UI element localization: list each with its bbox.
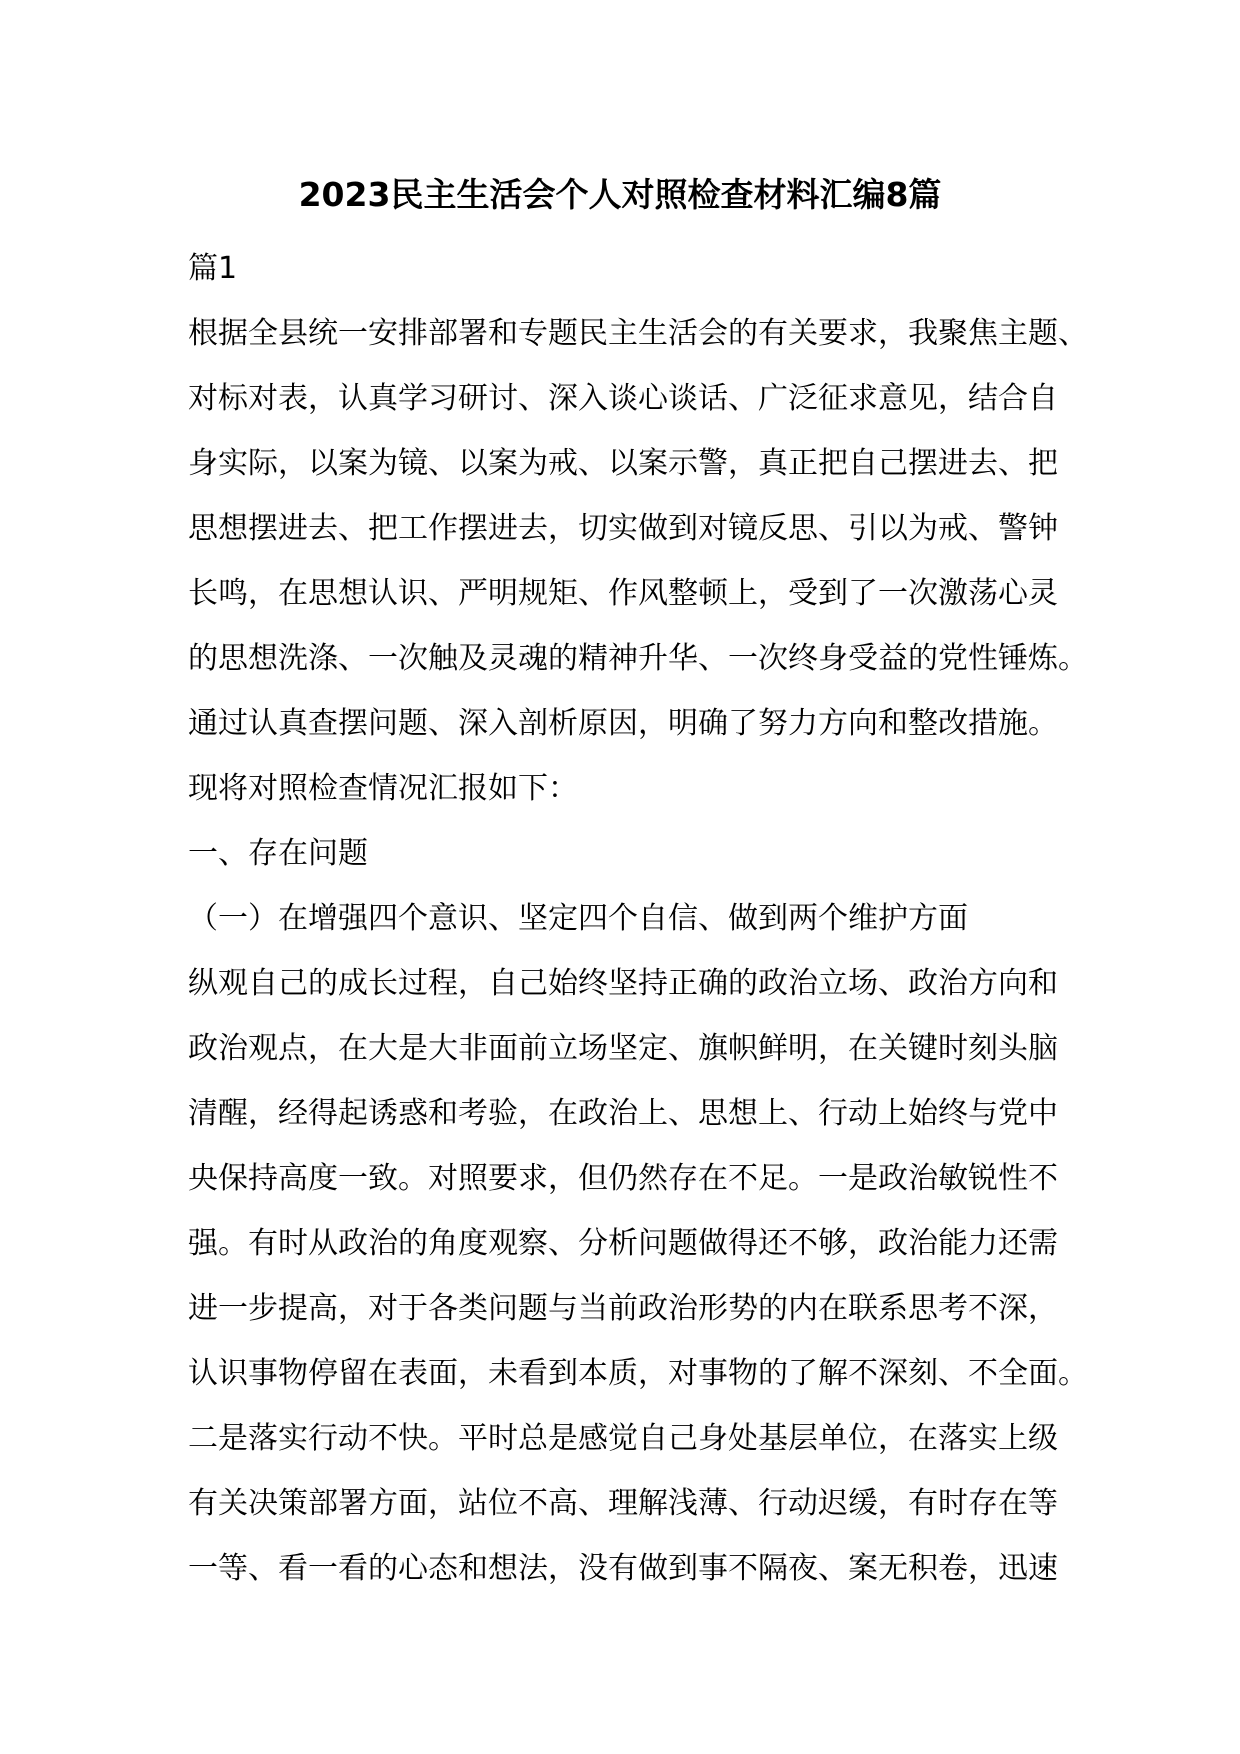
paragraph-line: 一等、看一看的心态和想法，没有做到事不隔夜、案无积卷，迅速	[188, 1551, 1058, 1586]
paragraph-line: 通过认真查摆问题、深入剖析原因，明确了努力方向和整改措施。	[188, 706, 1058, 741]
paragraph-line: 对标对表，认真学习研讨、深入谈心谈话、广泛征求意见，结合自	[188, 381, 1058, 416]
paragraph-line: 清醒，经得起诱惑和考验，在政治上、思想上、行动上始终与党中	[188, 1096, 1058, 1131]
paragraph-line: 二是落实行动不快。平时总是感觉自己身处基层单位，在落实上级	[188, 1421, 1058, 1456]
paragraph-line: 进一步提高，对于各类问题与当前政治形势的内在联系思考不深，	[188, 1291, 1058, 1326]
paragraph-line: 的思想洗涤、一次触及灵魂的精神升华、一次终身受益的党性锤炼。	[188, 641, 1088, 676]
document-body	[188, 236, 1088, 1601]
paragraph-line: 有关决策部署方面，站位不高、理解浅薄、行动迟缓，有时存在等	[188, 1486, 1058, 1521]
paragraph-line: 纵观自己的成长过程，自己始终坚持正确的政治立场、政治方向和	[188, 966, 1058, 1001]
paragraph-line: 长鸣，在思想认识、严明规矩、作风整顿上，受到了一次激荡心灵	[188, 576, 1058, 611]
paragraph-line: 政治观点，在大是大非面前立场坚定、旗帜鲜明，在关键时刻头脑	[188, 1031, 1058, 1066]
section-label: 篇1	[188, 251, 238, 286]
heading-line: 一、存在问题	[188, 836, 368, 871]
paragraph-line: 根据全县统一安排部署和专题民主生活会的有关要求，我聚焦主题、	[188, 316, 1088, 351]
paragraph-line: 身实际，以案为镜、以案为戒、以案示警，真正把自己摆进去、把	[188, 446, 1058, 481]
paragraph-line: 思想摆进去、把工作摆进去，切实做到对镜反思、引以为戒、警钟	[188, 511, 1058, 546]
paragraph-line: 认识事物停留在表面，未看到本质，对事物的了解不深刻、不全面。	[188, 1356, 1088, 1391]
paragraph-line: 强。有时从政治的角度观察、分析问题做得还不够，政治能力还需	[188, 1226, 1058, 1261]
paragraph-line: 央保持高度一致。对照要求，但仍然存在不足。一是政治敏锐性不	[188, 1161, 1058, 1196]
subheading-line: （一）在增强四个意识、坚定四个自信、做到两个维护方面	[188, 901, 968, 936]
paragraph-line: 现将对照检查情况汇报如下：	[188, 771, 578, 806]
document-title: 2023民主生活会个人对照检查材料汇编8篇	[298, 175, 942, 214]
